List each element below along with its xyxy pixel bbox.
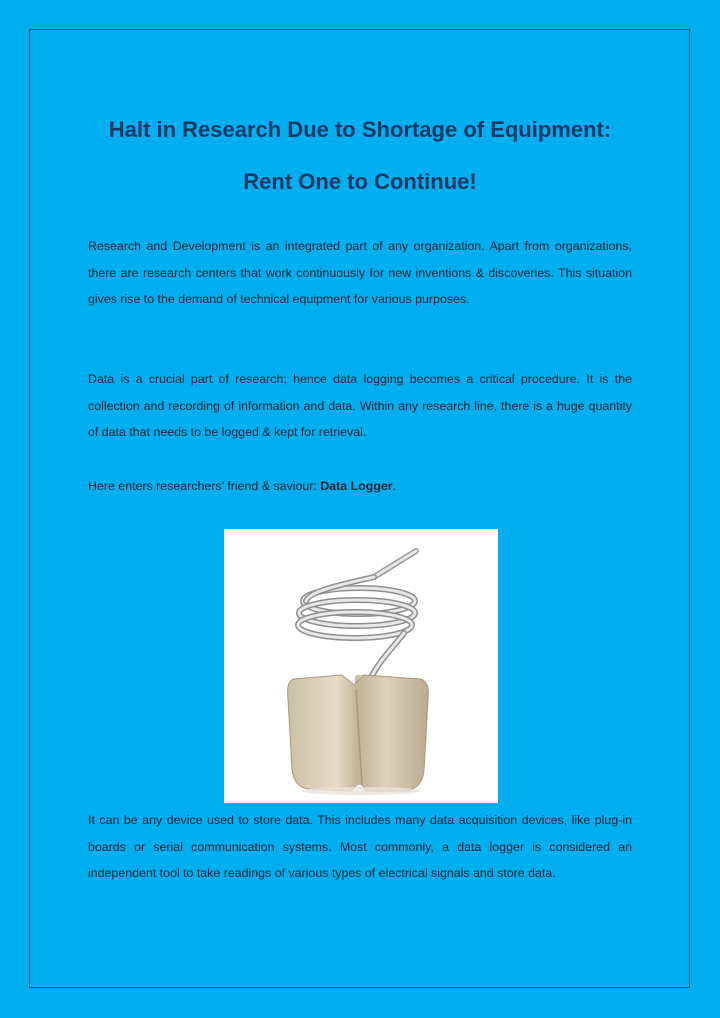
data-logger-device-icon [224,529,498,803]
paragraph-device-description: It can be any device used to store data. This includes many data acquisition devices, like plug-in boards or serial communication systems. Most commonly, a data logger is considered an independent tool to take readings of various types of electrical signals and store data. [88,813,632,881]
document-title-line1: Halt in Research Due to Shortage of Equipment: [108,117,612,142]
paragraph-data-logging: Data is a crucial part of research; hence data logging becomes a critical procedure. It is the collection and recording of information and data. Within any research line, there is a huge quantity of data that needs to be logged & kept for retrieval. [88,372,632,440]
data-logger-term: Data Logger [320,479,393,493]
data-logger-image [224,529,498,803]
paragraph-data-logger-intro [88,473,632,500]
intro-text: Here enters researchers’ friend & saviour: [88,479,321,493]
intro-period: . [392,479,397,493]
paragraph-research-development: Research and Development is an integrated part of any organization. Apart from organizations, there are research centers that work continuously for new inventions & discoveries. This situation gives rise to the demand of technical equipment for various purposes. [88,239,632,307]
document-title-line2: Rent One to Continue! [243,169,477,194]
